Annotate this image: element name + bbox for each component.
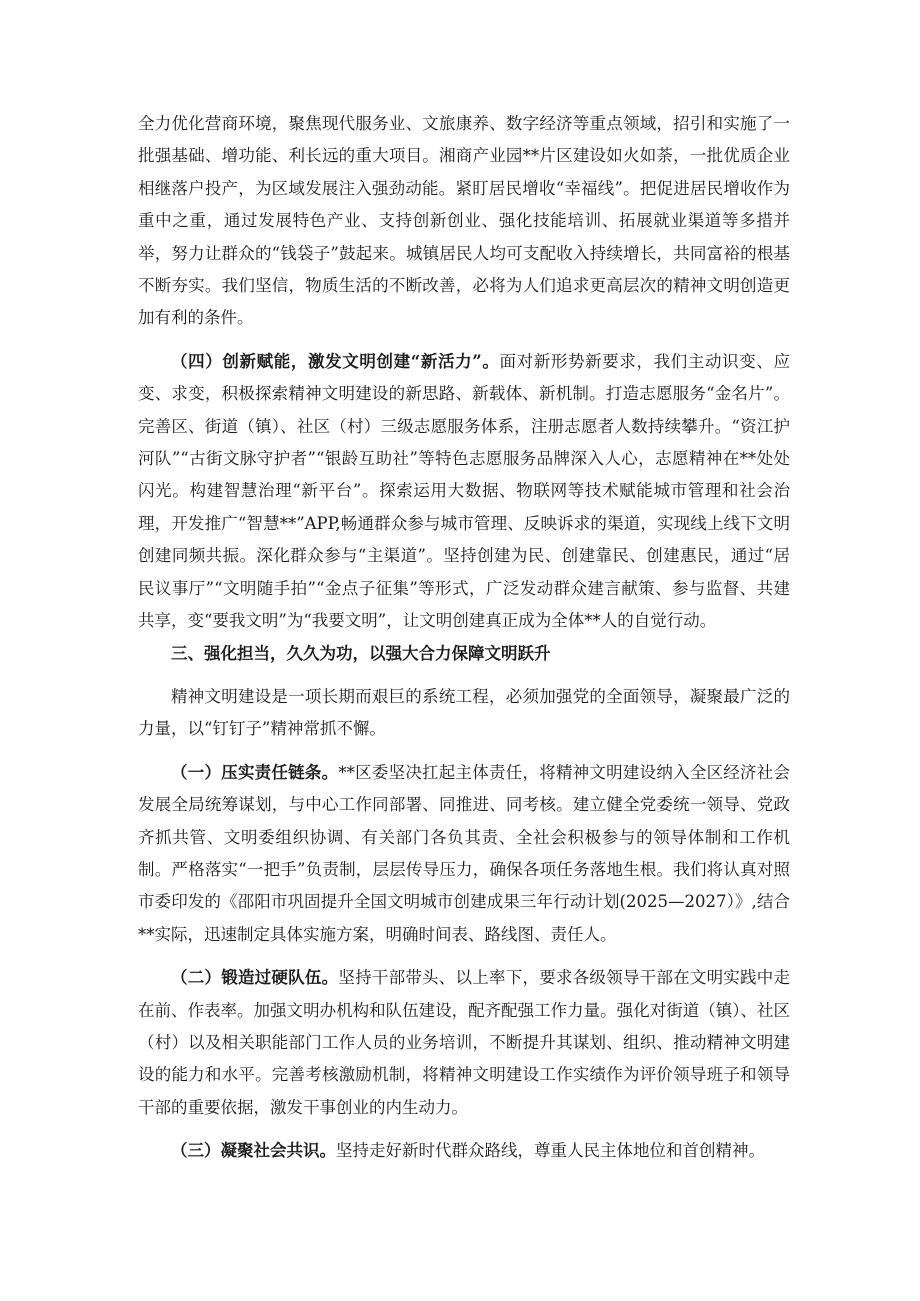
paragraph-business-environment: 全力优化营商环境，聚焦现代服务业、文旅康养、数字经济等重点领域，招引和实施了一批强基础、增功能、利长远的重大项目。湘商产业园**片区建设如火如荼，一批优质企业相继落户投产，为区域发展注入强劲动能。紧盯居民增收“幸福线”。把促进居民增收作为重中之重，通过发展特色产业、支持创新创业、强化技能培训、拓展就业渠道等多措并举，努力让群众的“钱袋子”鼓起来。城镇居民人均可支配收入持续增长，共同富裕的根基不断夯实。我们坚信，物质生活的不断改善，必将为人们追求更高层次的精神文明创造更加有利的条件。 xyxy=(138,114,790,328)
paragraph-social-consensus xyxy=(138,1135,790,1167)
paragraph-lead-team: （二）锻造过硬队伍。 xyxy=(171,968,339,988)
paragraph-team-building xyxy=(138,962,790,1124)
section-heading-three: 三、强化担当，久久为功，以强大合力保障文明跃升 xyxy=(171,643,551,663)
paragraph-lead-responsibility: （一）压实责任链条。 xyxy=(171,762,339,782)
document-page xyxy=(138,108,790,1168)
paragraph-body-responsibility: **区委坚决扛起主体责任，将精神文明建设纳入全区经济社会发展全局统筹谋划，与中心工作同部署、同推进、同考核。建立健全党委统一领导、党政齐抓共管、文明委组织协调、有关部门各负其责、全社会积极参与的领导体制和工作机制。严格落实“一把手”负责制，层层传导压力，确保各项任务落地生根。我们将认真对照市委印发的《邵阳市巩固提升全国文明城市创建成果三年行动计划(2025—2027）》,结合**实际，迅速制定具体实施方案，明确时间表、路线图、责任人。 xyxy=(138,762,791,944)
paragraph-responsibility-chain xyxy=(138,757,790,951)
paragraph-lead-consensus: （三）凝聚社会共识。 xyxy=(171,1141,336,1161)
paragraph-body-consensus: 坚持走好新时代群众路线，尊重人民主体地位和首创精神。 xyxy=(336,1141,765,1161)
paragraph-innovation-empowerment xyxy=(138,346,790,638)
paragraph-system-project: 精神文明建设是一项长期而艰巨的系统工程，必须加强党的全面领导，凝聚最广泛的力量，以“钉钉子”精神常抓不懈。 xyxy=(138,686,790,739)
paragraph-body-innovation: 面对新形势新要求，我们主动识变、应变、求变，积极探索精神文明建设的新思路、新载体、新机制。打造志愿服务“金名片”。完善区、街道（镇）、社区（村）三级志愿服务体系，注册志愿者人数持续攀升。“资江护河队”“古街文脉守护者”“银龄互助社”等特色志愿服务品牌深入人心，志愿精神在**处处闪光。构建智慧治理“新平台”。探索运用大数据、物联网等技术赋能城市管理和社会治理，开发推广“智慧**”APP,畅通群众参与城市管理、反映诉求的渠道，实现线上线下文明创建同频共振。深化群众参与“主渠道”。坚持创建为民、创建靠民、创建惠民，通过“居民议事厅”“文明随手拍”“金点子征集”等形式，广泛发动群众建言献策、参与监督、共建共享，变“要我文明”为“我要文明”，让文明创建真正成为全体**人的自觉行动。 xyxy=(138,351,791,631)
paragraph-body-team: 坚持干部带头、以上率下，要求各级领导干部在文明实践中走在前、作表率。加强文明办机构和队伍建设，配齐配强工作力量。强化对街道（镇）、社区（村）以及相关职能部门工作人员的业务培训，不断提升其谋划、组织、推动精神文明建设的能力和水平。完善考核激励机制，将精神文明建设工作实绩作为评价领导班子和领导干部的重要依据，激发干事创业的内生动力。 xyxy=(138,968,791,1117)
paragraph-lead-innovation: （四）创新赋能，激发文明创建“新活力”。 xyxy=(171,351,500,371)
